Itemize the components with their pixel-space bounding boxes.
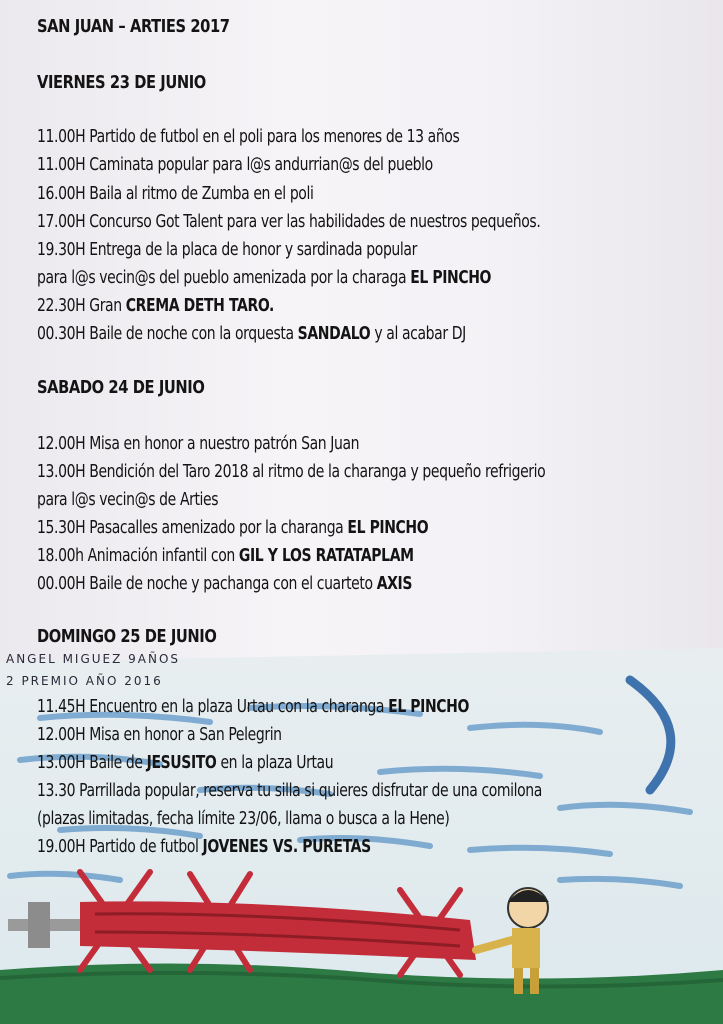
schedule-line: 13.30 Parrillada popular, reserva tu silla si quieres disfrutar de una comilona (37, 781, 542, 801)
day-heading-domingo: DOMINGO 25 DE JUNIO (37, 627, 217, 647)
drawing-signature-line-1: ANGEL MIGUEZ 9AÑOS (6, 652, 181, 666)
drawing-signature-line-2: 2 PREMIO AÑO 2016 (6, 674, 163, 688)
schedule-line: 12.00H Misa en honor a San Pelegrin (37, 725, 282, 745)
schedule-line: para l@s vecin@s de Arties (37, 490, 219, 510)
schedule-line: 11.00H Caminata popular para l@s andurrian@s del pueblo (37, 155, 433, 175)
day-heading-viernes: VIERNES 23 DE JUNIO (37, 73, 206, 93)
schedule-line: 18.00h Animación infantil con GIL Y LOS RATATAPLAM (37, 546, 414, 566)
schedule-line: 11.00H Partido de futbol en el poli para los menores de 13 años (37, 127, 460, 147)
schedule-line: 16.00H Baila al ritmo de Zumba en el poli (37, 184, 314, 204)
poster-title: SAN JUAN – ARTIES 2017 (37, 17, 230, 37)
schedule-line: 13.00H Bendición del Taro 2018 al ritmo de la charanga y pequeño refrigerio (37, 462, 546, 482)
schedule-line: 12.00H Misa en honor a nuestro patrón San Juan (37, 434, 360, 454)
schedule-line: 22.30H Gran CREMA DETH TARO. (37, 296, 274, 316)
schedule-line: (plazas limitadas, fecha límite 23/06, llama o busca a la Hene) (37, 809, 450, 829)
schedule-line: 11.45H Encuentro en la plaza Urtau con la charanga EL PINCHO (37, 697, 469, 717)
schedule-line: 15.30H Pasacalles amenizado por la charanga EL PINCHO (37, 518, 429, 538)
schedule-line: 19.00H Partido de futbol JOVENES VS. PURETAS (37, 837, 371, 857)
schedule-line: 19.30H Entrega de la placa de honor y sardinada popular (37, 240, 417, 260)
schedule-line: para l@s vecin@s del pueblo amenizada por la charaga EL PINCHO (37, 268, 492, 288)
schedule-line: 17.00H Concurso Got Talent para ver las habilidades de nuestros pequeños. (37, 212, 541, 232)
schedule-line: 00.00H Baile de noche y pachanga con el cuarteto AXIS (37, 574, 413, 594)
schedule-line: 00.30H Baile de noche con la orquesta SANDALO y al acabar DJ (37, 324, 466, 344)
schedule-line: 13.00H Baile de JESUSITO en la plaza Urtau (37, 753, 334, 773)
day-heading-sabado: SABADO 24 DE JUNIO (37, 378, 205, 398)
